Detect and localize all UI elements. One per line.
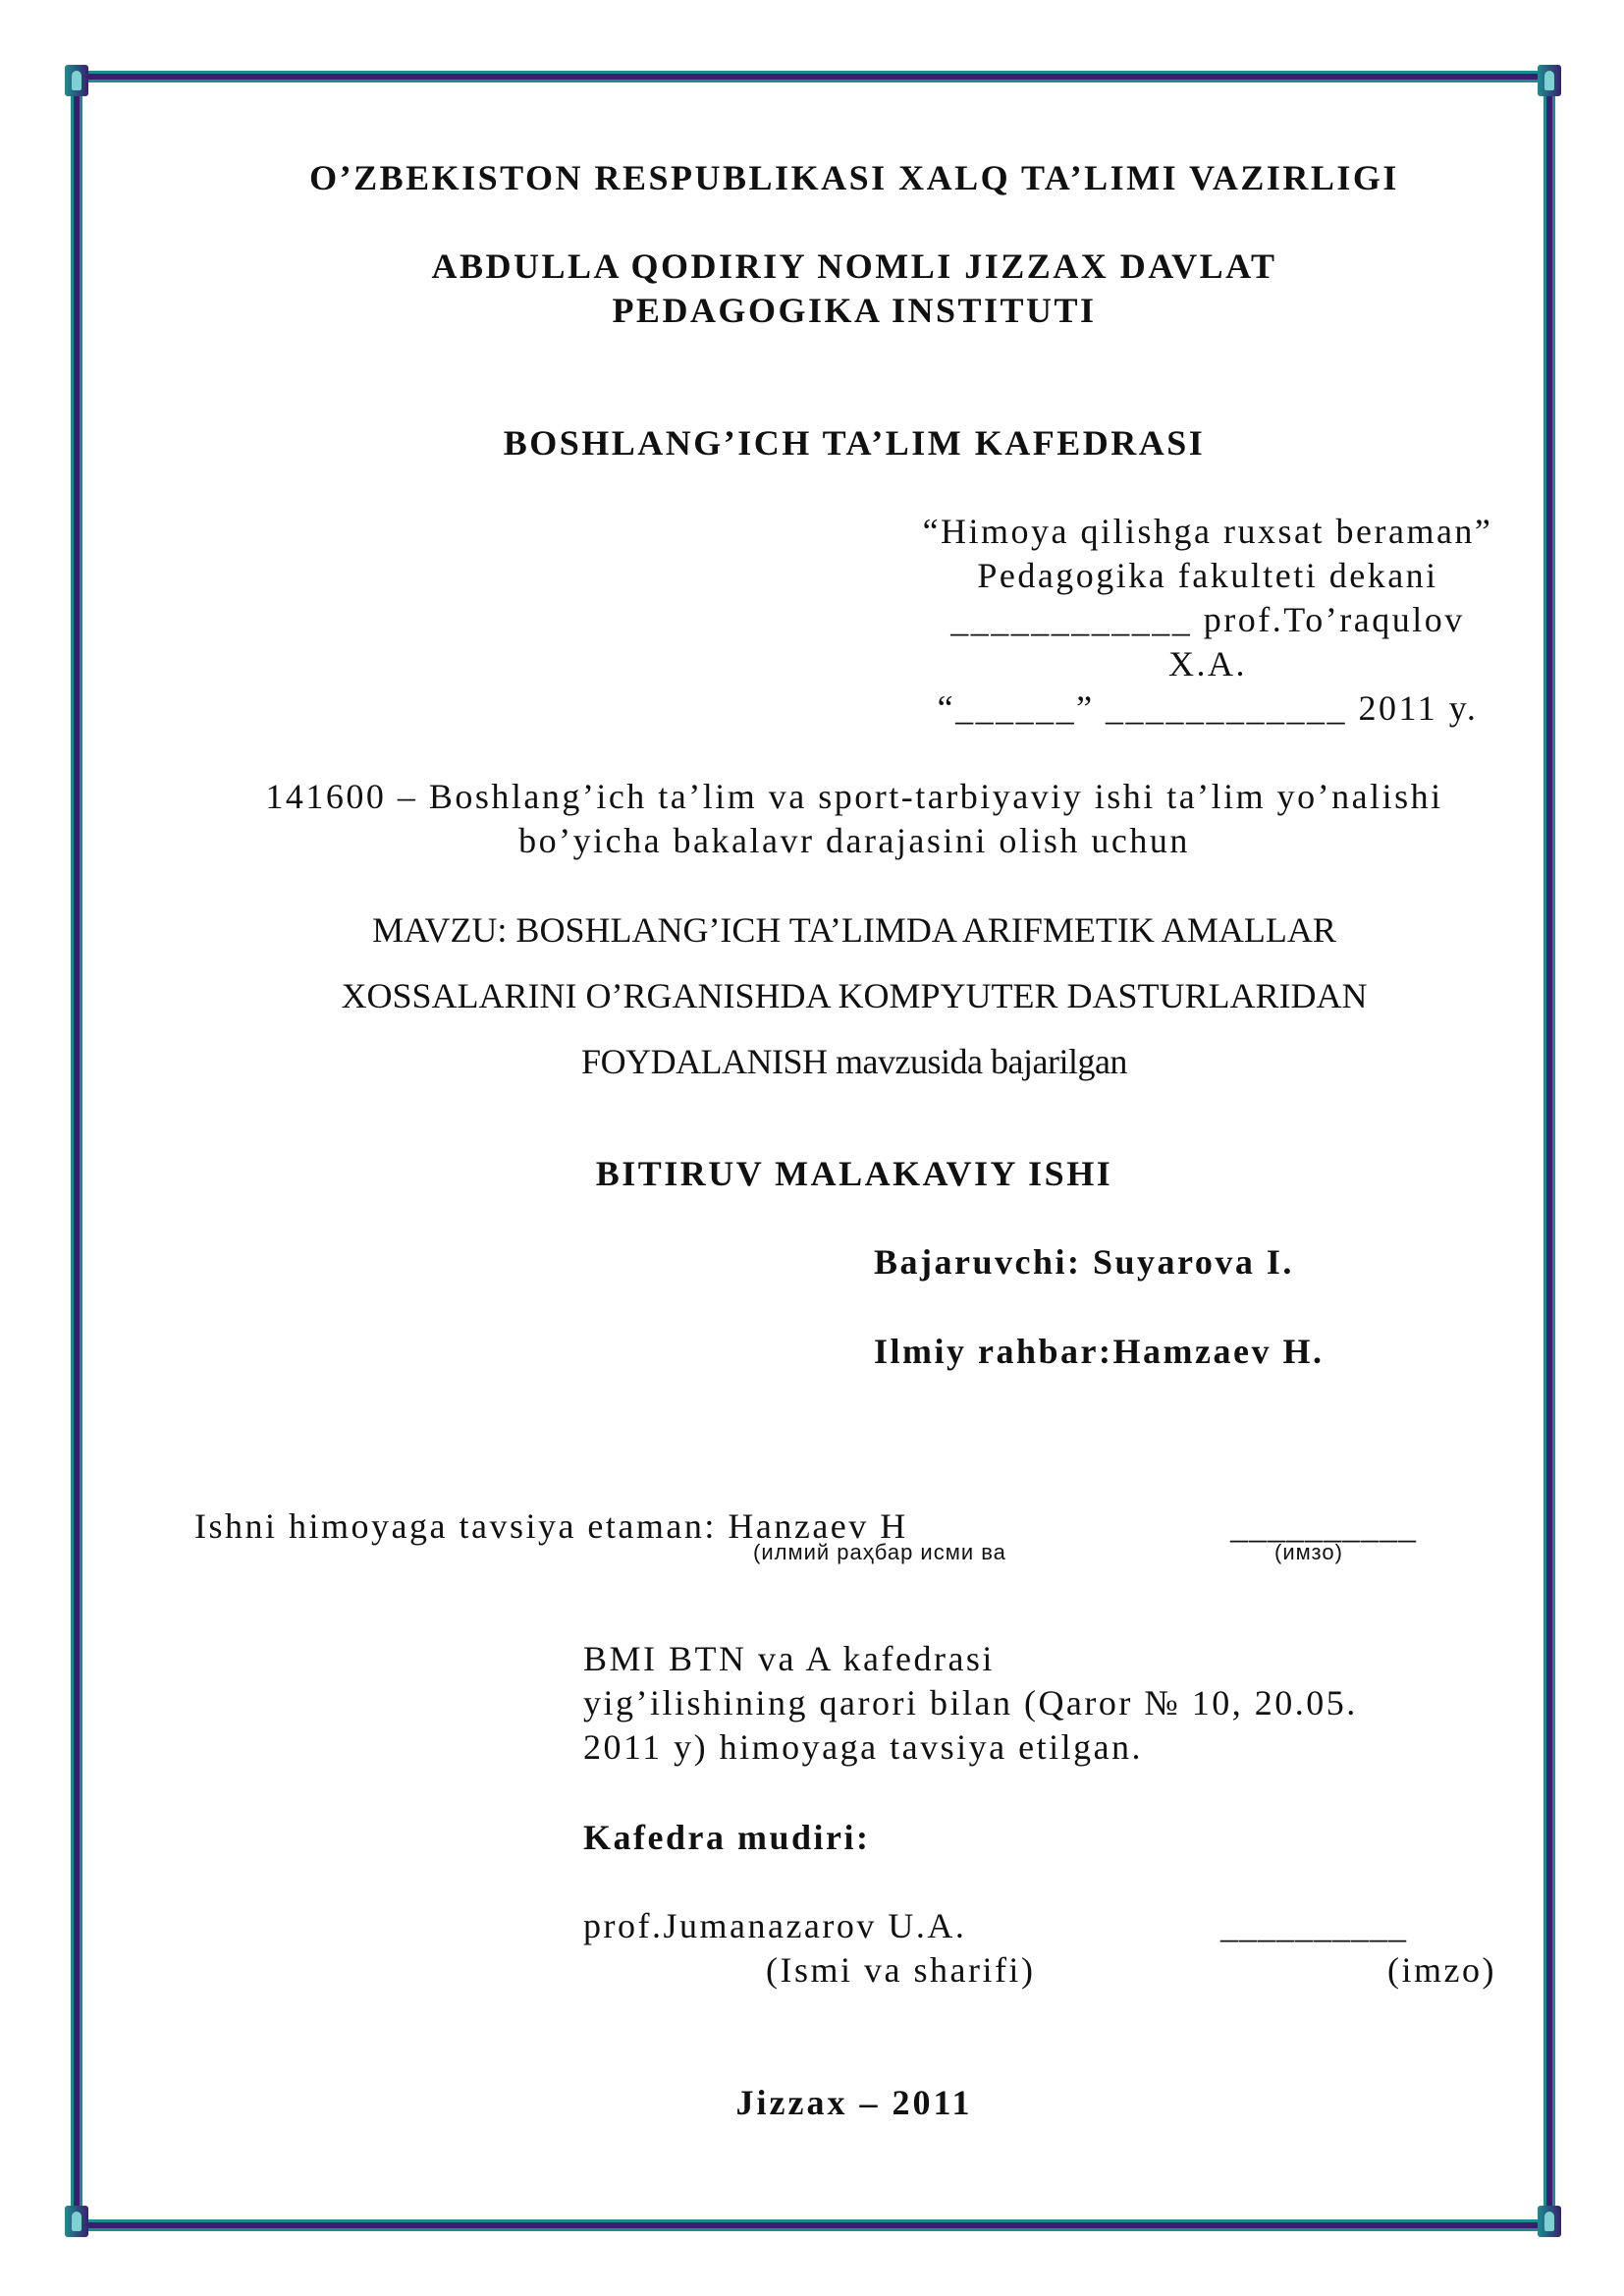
institute-title-line1: ABDULLA QODIRIY NOMLI JIZZAX DAVLAT bbox=[431, 246, 1277, 286]
head-caption-sign: (imzo) bbox=[1387, 1950, 1496, 1990]
degree-line-2: bo’yicha bakalavr darajasini olish uchun bbox=[518, 821, 1190, 860]
topic-line-3: FOYDALANISH mavzusida bajarilgan bbox=[581, 1042, 1127, 1081]
institute-title-line2: PEDAGOGIKA INSTITUTI bbox=[612, 291, 1097, 330]
ministry-title: O’ZBEKISTON RESPUBLIKASI XALQ TA’LIMI VAZIRLIGI bbox=[309, 158, 1399, 197]
head-caption-name: (Ismi va sharifi) bbox=[766, 1950, 1036, 1990]
work-type-title: BITIRUV MALAKAVIY ISHI bbox=[595, 1154, 1113, 1193]
corner-ornament-icon bbox=[1538, 65, 1561, 96]
head-name: prof.Jumanazarov U.A. bbox=[583, 1906, 967, 1945]
meeting-line-1: BMI BTN va A kafedrasi bbox=[583, 1639, 995, 1678]
corner-ornament-icon bbox=[1538, 2206, 1561, 2237]
topic-line-1: MAVZU: BOSHLANG’ICH TA’LIMDA ARIFMETIK AMALLAR bbox=[372, 910, 1336, 950]
approval-line-3: ____________ prof.To’raqulov bbox=[950, 600, 1465, 639]
border-left bbox=[71, 82, 82, 2219]
corner-ornament-icon bbox=[65, 65, 88, 96]
approval-line-5: “______” ____________ 2011 y. bbox=[937, 688, 1479, 728]
corner-ornament-icon bbox=[65, 2206, 88, 2237]
approval-line-1: “Himoya qilishga ruxsat beraman” bbox=[922, 512, 1493, 551]
approval-line-4: X.A. bbox=[1168, 644, 1247, 683]
department-title: BOSHLANG’ICH TA’LIM KAFEDRASI bbox=[503, 423, 1206, 463]
degree-line-1: 141600 – Boshlang’ich ta’lim va sport-tarbiyaviy ishi ta’lim yo’nalishi bbox=[265, 777, 1443, 816]
border-top bbox=[82, 71, 1543, 82]
recommend-caption-name: (илмий раҳбар исми ва bbox=[753, 1540, 1006, 1564]
meeting-line-3: 2011 y) himoyaga tavsiya etilgan. bbox=[583, 1727, 1144, 1767]
meeting-line-2: yig’ilishining qarori bilan (Qaror № 10, 20.05. bbox=[583, 1683, 1358, 1722]
footer-place-year: Jizzax – 2011 bbox=[735, 2083, 973, 2122]
head-title: Kafedra mudiri: bbox=[583, 1818, 871, 1857]
supervisor-label: Ilmiy rahbar:Hamzaev H. bbox=[874, 1332, 1325, 1371]
topic-line-2: XOSSALARINI O’RGANISHDA KOMPYUTER DASTURLARIDAN bbox=[341, 976, 1368, 1015]
head-signature-line: __________ bbox=[1220, 1906, 1407, 1945]
recommend-caption-sign: (имзо) bbox=[1274, 1540, 1343, 1564]
recommend-signature-line: __________ bbox=[1230, 1506, 1417, 1546]
approval-line-2: Pedagogika fakulteti dekani bbox=[977, 556, 1438, 595]
border-bottom bbox=[82, 2219, 1543, 2231]
recommend-text: Ishni himoyaga tavsiya etaman: Hanzaev H bbox=[194, 1506, 908, 1546]
border-right bbox=[1543, 82, 1555, 2219]
author-label: Bajaruvchi: Suyarova I. bbox=[874, 1242, 1294, 1282]
